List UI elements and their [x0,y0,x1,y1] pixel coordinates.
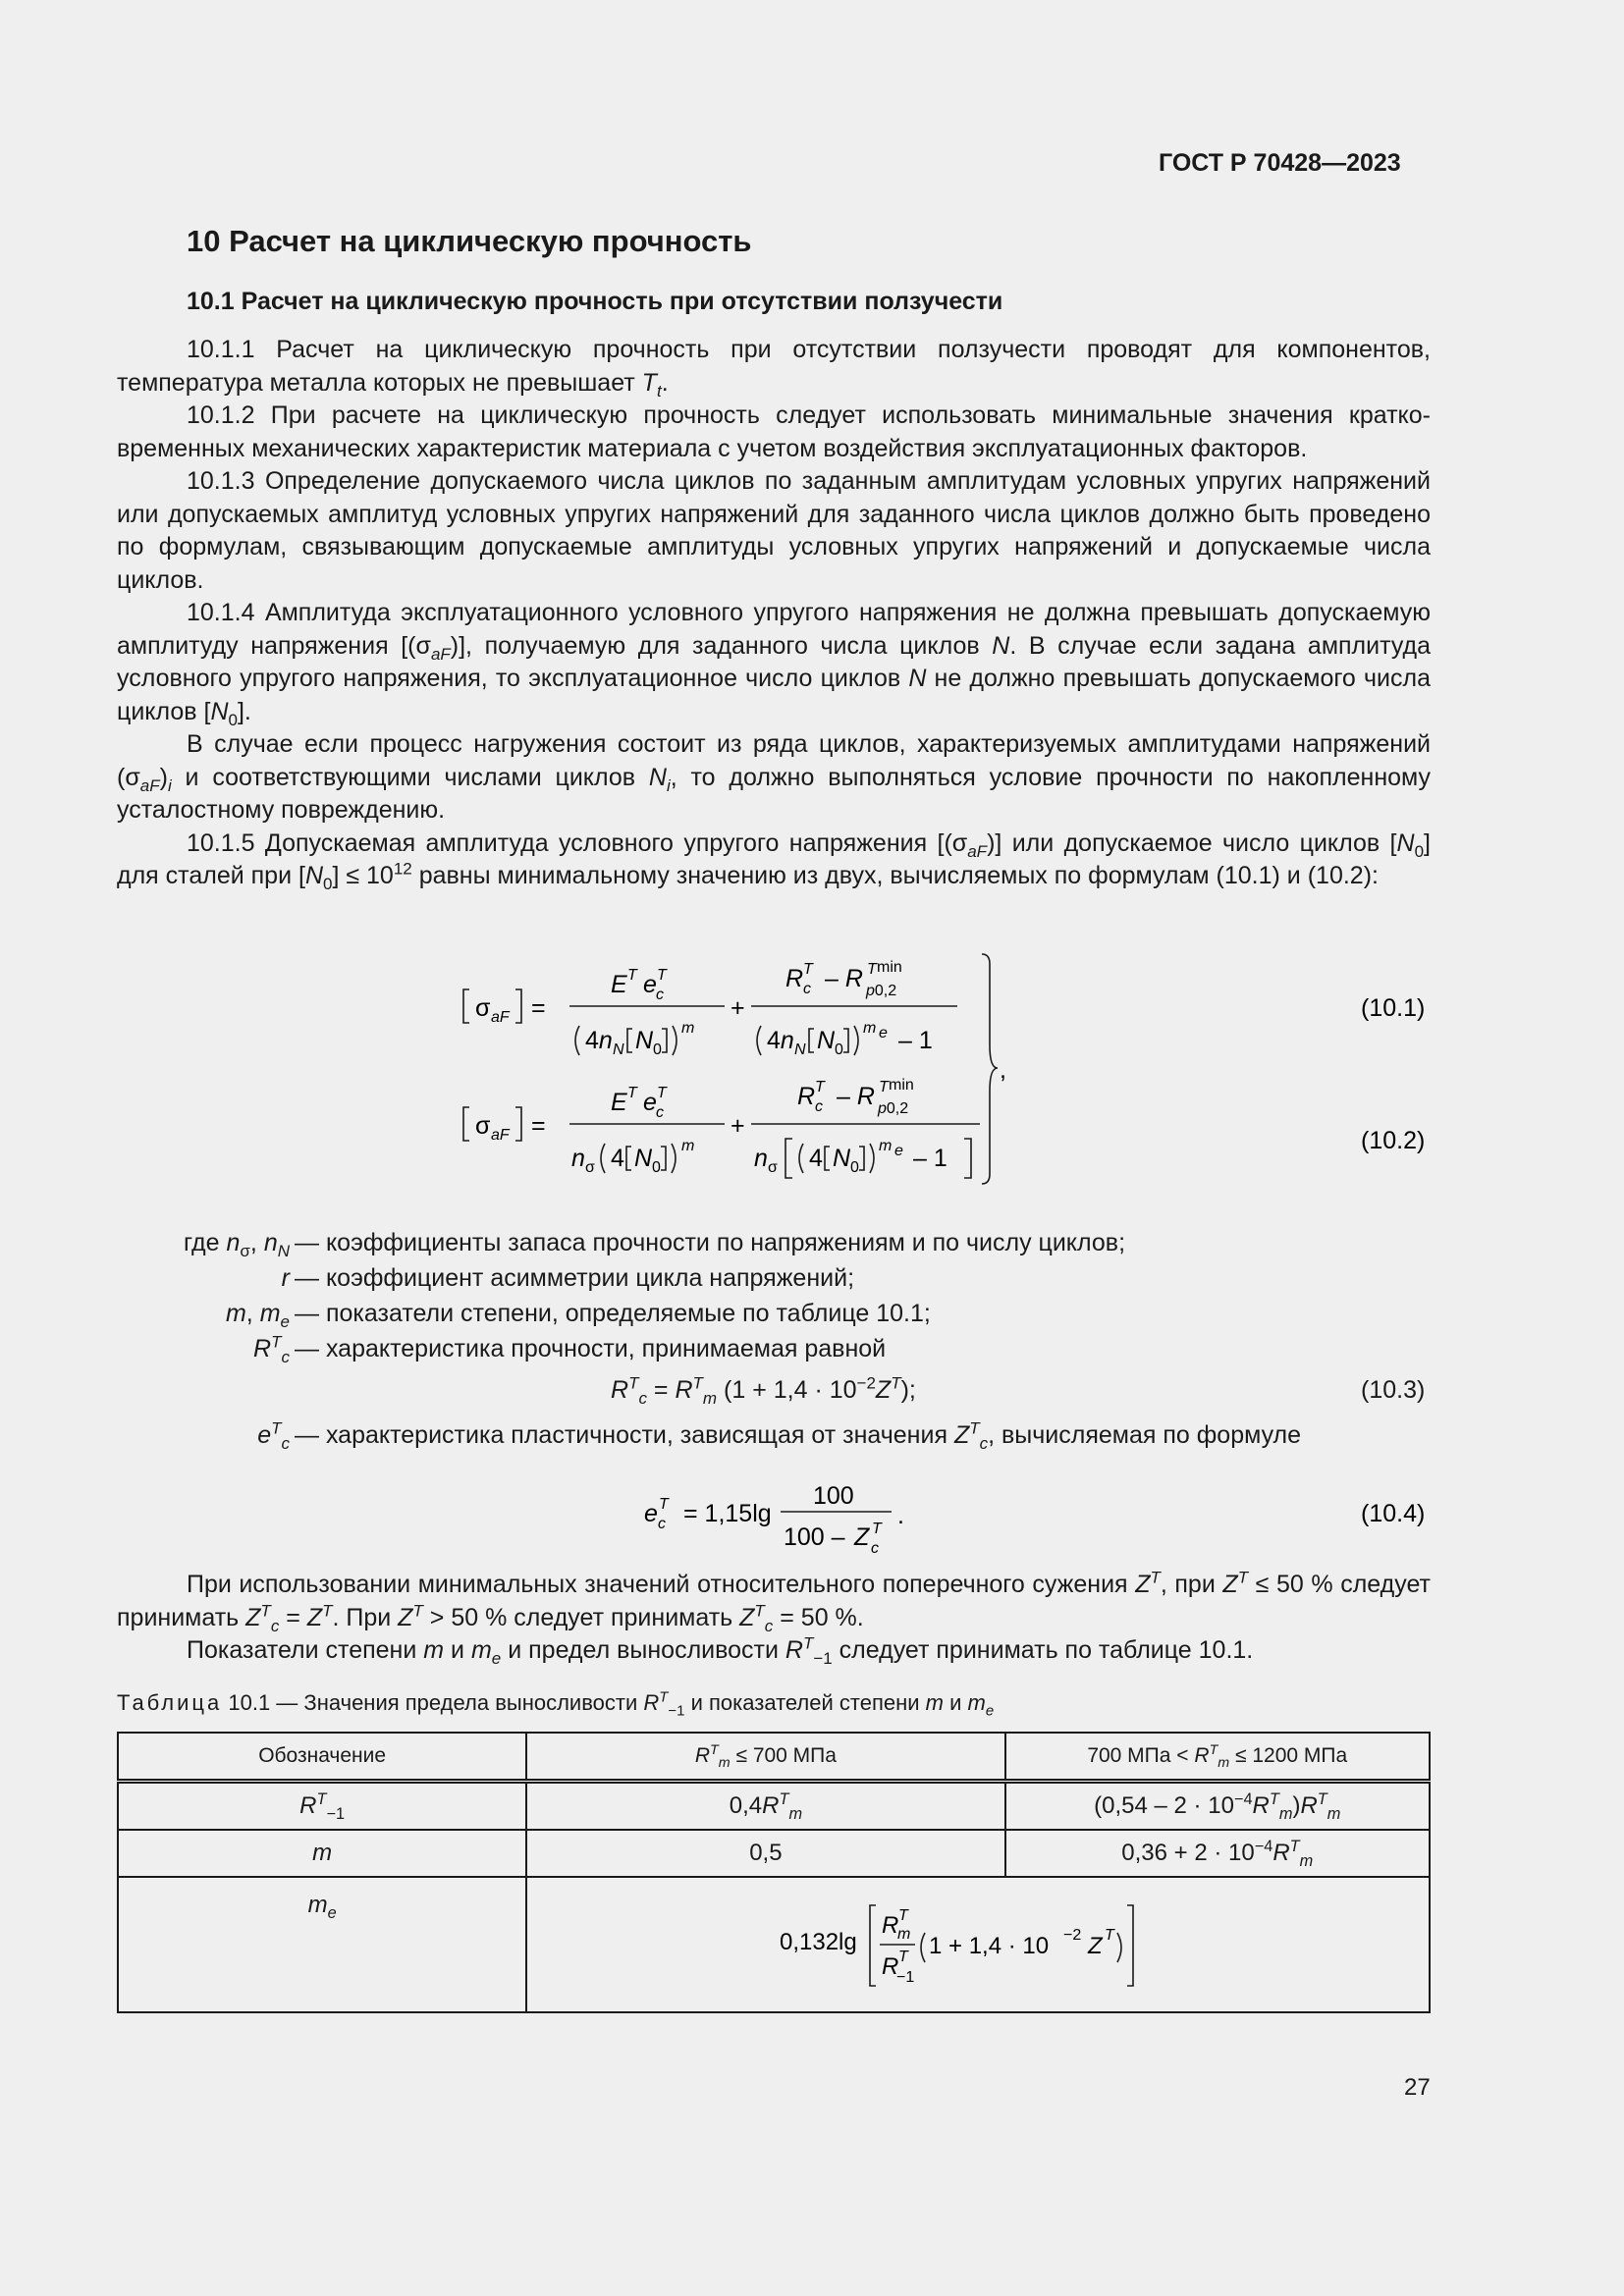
svg-text:e: e [879,1025,888,1041]
svg-text:e: e [643,971,657,998]
svg-text:T: T [815,1079,825,1095]
where-def-rc: — характеристика прочности, принимаемая равной [295,1335,887,1362]
table-caption: Таблица 10.1 — Значения предела выносливости $R^T_{-1}$ и показателей степени m и $m_e$ [117,1688,995,1720]
table-row [118,1830,1430,1877]
svg-text:p0,2: p0,2 [878,1100,909,1117]
svg-text:– R: – R [837,1083,875,1110]
cell-m: m [118,1830,526,1877]
svg-text:– 1: – 1 [898,1027,933,1054]
svg-text:100 –: 100 – [784,1523,845,1551]
svg-text:Z: Z [1088,1932,1103,1959]
equations-10-1-10-2 [0,942,1624,1198]
svg-text:N: N [817,1027,836,1054]
paragraph-10-1-5: 10.1.5 Допускаемая амплитуда условного упругого напряжения $[(\sigma_{aF})]$ или допускаемое число циклов $[N_0]$ для сталей при $[N_0] \le 10^{12}$ равны минимальному значению из двух, вычисляемых по формулам (10.1) и (10.2): [117,828,1431,893]
cell-r-minus1-low: $0,4R^T_m$ [526,1782,1004,1831]
table-row [118,1877,1430,2012]
svg-text:min: min [889,1077,914,1094]
paragraph-table-ref: Показатели степени m и $m_e$ и предел выносливости $R^T_{-1}$ следует принимать по таблице 10.1. [187,1633,1254,1668]
svg-text:c: c [656,1104,664,1121]
svg-text:T: T [657,967,667,984]
equation-10-4 [0,1472,1624,1561]
header-rm-le-700: $R^T_m \le 700$ МПа [526,1733,1004,1782]
svg-text:(10.4): (10.4) [1361,1500,1426,1527]
svg-text:m: m [863,1020,877,1037]
svg-text:+: + [731,1112,745,1140]
svg-text:c: c [871,1540,879,1557]
svg-text:0: 0 [850,1159,859,1176]
where-clause [0,1225,1624,1461]
svg-text:T: T [898,1906,908,1924]
paragraph-10-1-4: 10.1.4 Амплитуда эксплуатационного условного упругого напряжения не должна превышать допускаемую амплитуду напряжения $[(\sigma_{aF})]$, получаемую для заданного числа циклов N. В случае если задана амплитуда условного упругого напряжения, то эксплуатационное число циклов N не должно превышать допускаемого числа циклов $[N_0]$. [117,599,1431,729]
svg-text:m: m [897,1925,911,1943]
cell-r-minus1: $R^T_{-1}$ [118,1782,526,1831]
svg-text:E: E [611,971,627,998]
svg-text:e: e [643,1089,657,1116]
svg-text:R: R [882,1952,899,1980]
svg-text:R: R [882,1911,899,1939]
svg-text:c: c [656,987,664,1003]
svg-text:N: N [634,1145,653,1172]
svg-text:= 1,15lg: = 1,15lg [683,1500,772,1527]
svg-text:E: E [611,1089,627,1116]
header-rm-700-1200: 700 МПа < $R^T_m \le 1200$ МПа [1005,1733,1430,1782]
svg-text:e: e [894,1143,903,1159]
where-def-ec: — характеристика пластичности, зависящая от значения $Z^T_c$, вычисляемая по формуле [295,1418,1302,1453]
where-term-r: r [281,1264,290,1292]
svg-text:min: min [877,959,902,976]
svg-text:T: T [872,1521,882,1537]
equation-10-3: $R^T_c = R^T_m$ $(1 + 1,4 \cdot 10^{-2}Z^T)$; [611,1373,916,1408]
svg-text:=: = [531,1112,546,1140]
svg-text:0,132lg: 0,132lg [780,1928,857,1955]
eq-number-10-3: (10.3) [1361,1376,1426,1404]
svg-text:N: N [794,1041,806,1058]
svg-text:N: N [613,1041,624,1058]
equation-10-2 [463,1077,980,1178]
where-term-n: где $n_\sigma$, $n_N$ [184,1229,290,1260]
body-text-bottom [117,1569,1431,1668]
where-term-ec: $e^T_c$ [257,1418,290,1453]
svg-text:R: R [797,1083,816,1110]
svg-text:−1: −1 [896,1968,915,1986]
svg-text:4: 4 [809,1145,823,1172]
svg-text:aF: aF [491,1127,510,1144]
table-row [118,1782,1430,1831]
svg-text:.: . [897,1502,904,1529]
svg-text:T: T [898,1948,908,1965]
svg-text:T: T [627,967,637,984]
document-code: ГОСТ Р 70428—2023 [1159,149,1401,177]
eq-number-10-2: (10.2) [1361,1127,1426,1154]
cell-me-formula [526,1877,1430,2012]
equations-comma: , [1000,1056,1006,1084]
svg-text:R: R [785,965,804,992]
body-text-top [117,334,1431,893]
svg-text:T: T [659,1496,669,1513]
svg-text:1 + 1,4 · 10: 1 + 1,4 · 10 [929,1932,1050,1959]
svg-text:σ: σ [475,1112,491,1140]
svg-text:σ: σ [768,1159,778,1176]
svg-text:σ: σ [475,994,491,1022]
where-term-m: m, $m_e$ [225,1300,290,1331]
svg-text:c: c [658,1516,666,1532]
cell-me: $m_e$ [118,1877,526,2012]
where-def-r: — коэффициент асимметрии цикла напряжений; [295,1264,855,1292]
table-10-1 [117,1732,1431,2013]
svg-text:4n: 4n [585,1027,613,1054]
section-title: 10 Расчет на циклическую прочность [187,224,752,258]
me-formula [772,1888,1184,1996]
paragraph-z-rule: При использовании минимальных значений относительного поперечного сужения $Z^T$, при $Z^T \le 50$ % следует принимать $Z^T_c = Z^T$. При $Z^T > 50$ % следует принимать $Z^T_c = 50$ %. [117,1568,1431,1635]
svg-text:100: 100 [813,1482,854,1510]
svg-text:c: c [803,981,811,997]
cell-m-low: 0,5 [526,1830,1004,1877]
where-term-rc: $R^T_c$ [253,1332,290,1366]
svg-text:n: n [571,1145,585,1172]
svg-text:σ: σ [585,1159,595,1176]
svg-text:m: m [681,1138,695,1154]
paragraph-10-1-2: 10.1.2 При расчете на циклическую прочность следует использовать минимальные значения кратковременных механических характеристик материала с учетом воздействия эксплуатационных факторов. [117,401,1431,462]
paragraph-10-1-3: 10.1.3 Определение допускаемого числа циклов по заданным амплитудам условных упругих напряжений или допускаемых амплитуд условных упругих напряжений для заданного числа циклов должно быть проведено по формулам, связывающим допускаемые амплитуды условных упругих напряжений и допускаемые числа циклов. [117,467,1431,594]
svg-text:T: T [867,961,877,978]
eq-number-10-1: (10.1) [1361,994,1426,1022]
svg-text:m: m [879,1138,893,1154]
svg-text:4n: 4n [767,1027,794,1054]
svg-text:−2: −2 [1063,1926,1082,1944]
svg-text:p0,2: p0,2 [866,983,897,999]
svg-text:0: 0 [835,1041,843,1058]
svg-text:T: T [879,1079,889,1095]
cell-r-minus1-high: $(0,54 - 2 \cdot 10^{-4}R^T_m)R^T_m$ [1005,1782,1430,1831]
svg-text:0: 0 [653,1041,662,1058]
equation-10-1 [463,959,957,1058]
where-def-m: — показатели степени, определяемые по таблице 10.1; [295,1300,931,1327]
svg-text:– 1: – 1 [913,1145,947,1172]
table-header-row [118,1733,1430,1782]
svg-text:m: m [681,1020,695,1037]
svg-text:Z: Z [854,1523,870,1551]
svg-text:T: T [803,961,813,978]
svg-text:e: e [644,1500,658,1527]
svg-text:T: T [657,1085,667,1101]
svg-text:T: T [627,1085,637,1101]
paragraph-10-1-1: 10.1.1 Расчет на циклическую прочность при отсутствии ползучести проводят для компонентов, температура металла которых не превышает $T_t$. [117,336,1431,400]
svg-text:N: N [833,1145,851,1172]
page-number: 27 [1404,2074,1431,2101]
svg-text:0: 0 [652,1159,661,1176]
subsection-title: 10.1 Расчет на циклическую прочность при отсутствии ползучести [187,288,1003,315]
right-brace [982,954,998,1184]
svg-text:c: c [815,1098,823,1115]
svg-text:– R: – R [825,965,863,992]
svg-text:4: 4 [611,1145,624,1172]
header-designation: Обозначение [118,1733,526,1782]
svg-text:=: = [531,994,546,1022]
paragraph-cycles: В случае если процесс нагружения состоит из ряда циклов, характеризуемых амплитудами напряжений $(\sigma_{aF})_i$ и соответствующими числами циклов $N_i$, то должно выполняться условие прочности по накопленному усталостному повреждению. [117,730,1432,824]
svg-text:T: T [1105,1926,1114,1944]
cell-m-high: $0,36 + 2 \cdot 10^{-4}R^T_m$ [1005,1830,1430,1877]
svg-text:aF: aF [491,1009,510,1026]
where-def-n: — коэффициенты запаса прочности по напряжениям и по числу циклов; [295,1229,1126,1256]
svg-text:N: N [635,1027,654,1054]
svg-text:n: n [754,1145,768,1172]
svg-text:+: + [731,994,745,1022]
